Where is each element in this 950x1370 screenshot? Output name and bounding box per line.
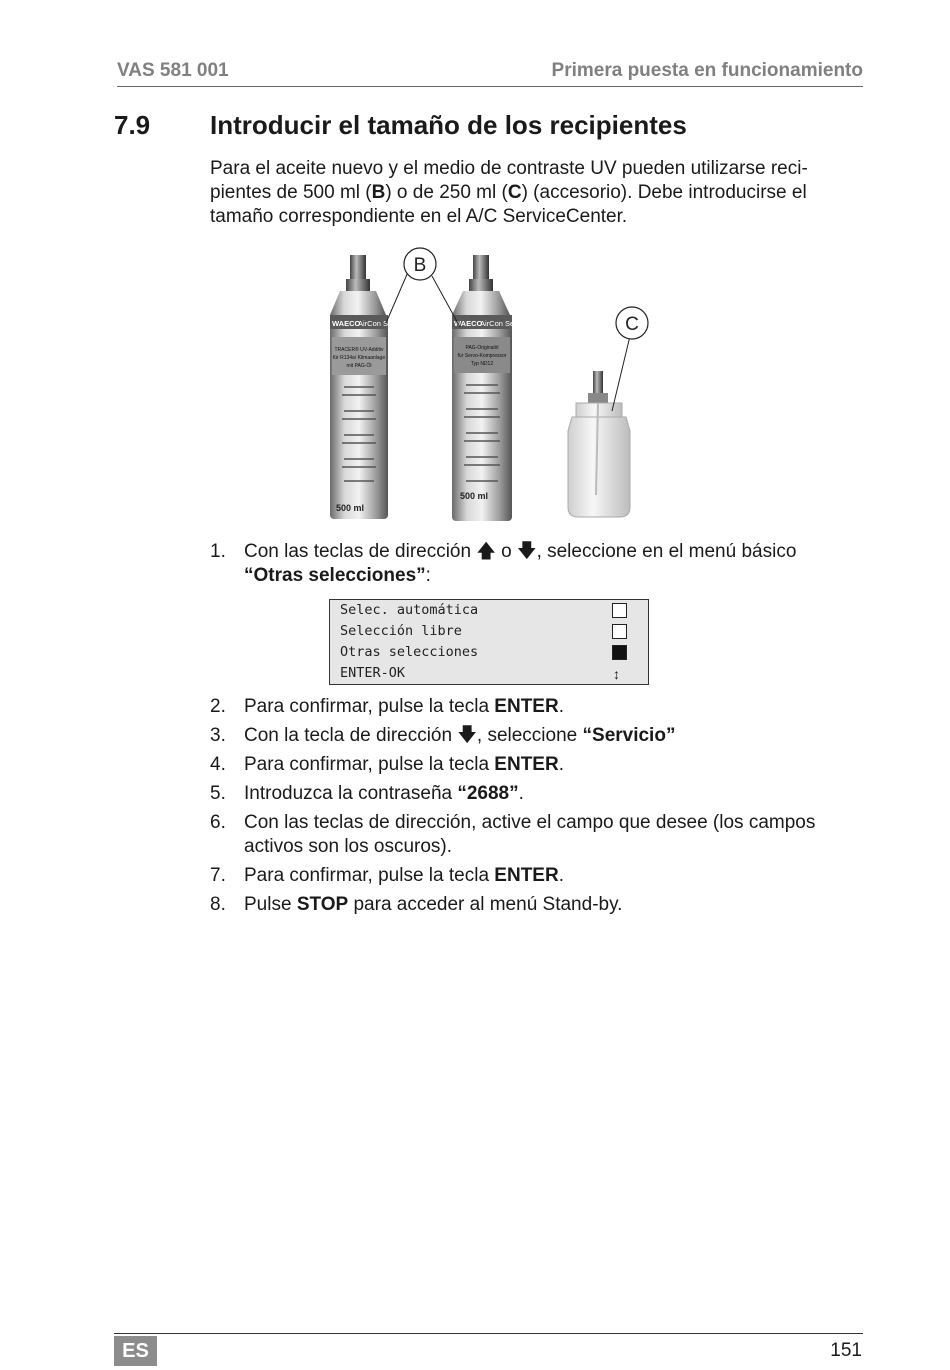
up-arrow-icon: 🡅 <box>476 541 496 562</box>
language-badge: ES <box>114 1336 157 1366</box>
page-number: 151 <box>830 1340 862 1361</box>
callout-b <box>404 248 436 280</box>
can1-volume: 500 ml <box>336 503 365 513</box>
up-down-arrow-icon: ↕ <box>613 666 620 682</box>
checkbox-other-selected <box>612 645 627 660</box>
intro-line-2: pientes de 500 ml (B) o de 250 ml (C) (accesorio). Debe introducirse el <box>210 182 807 203</box>
checkbox-free <box>612 624 627 639</box>
spray-can-2 <box>452 255 530 521</box>
svg-text:B: B <box>413 255 427 276</box>
lcd-menu-display <box>329 599 649 685</box>
can2-brand: AirCon Service <box>480 319 531 328</box>
can2-logo: WAECO <box>454 319 483 328</box>
intro-paragraph <box>210 157 865 229</box>
can2-volume: 500 ml <box>460 491 489 501</box>
callout-c <box>616 307 648 339</box>
can2-label-1: PAG-Originalöl <box>465 345 499 351</box>
spray-can-1 <box>330 255 408 519</box>
can1-logo: WAECO <box>332 319 361 328</box>
intro-line-1: Para el aceite nuevo y el medio de contraste UV pueden utilizarse reci- <box>210 158 808 179</box>
lcd-row-auto: Selec. automática <box>340 602 479 618</box>
can1-label-3: mit PAG-Öl <box>346 363 372 369</box>
intro-line-3: tamaño correspondiente en el A/C ServiceCenter. <box>210 206 628 227</box>
header-chapter: Primera puesta en funcionamiento <box>551 60 863 81</box>
can2-label-2: für Servo-Kompressor <box>457 353 507 359</box>
lcd-row-enter: ENTER-OK <box>340 665 406 681</box>
container-bottle <box>568 371 630 517</box>
section-number: 7.9 <box>114 110 151 140</box>
checkbox-auto <box>612 603 627 618</box>
section-title: Introducir el tamaño de los recipientes <box>210 110 687 140</box>
footer-rule <box>114 1333 863 1334</box>
can1-label-2: für R134a/ Klimaanlage <box>332 355 386 361</box>
header-model: VAS 581 001 <box>117 60 229 81</box>
can1-label-1: TRACER® UV-Additiv <box>334 347 384 353</box>
page-header <box>117 60 863 87</box>
svg-text:C: C <box>625 314 639 335</box>
can2-label-3: Typ ND12 <box>470 361 494 367</box>
lcd-row-free: Selección libre <box>340 623 462 639</box>
down-arrow-icon: 🡇 <box>517 541 537 562</box>
container-photo <box>320 245 660 525</box>
lcd-row-other: Otras selecciones <box>340 644 479 660</box>
can1-brand: AirCon Service <box>358 319 409 328</box>
down-arrow-icon: 🡇 <box>457 725 477 746</box>
